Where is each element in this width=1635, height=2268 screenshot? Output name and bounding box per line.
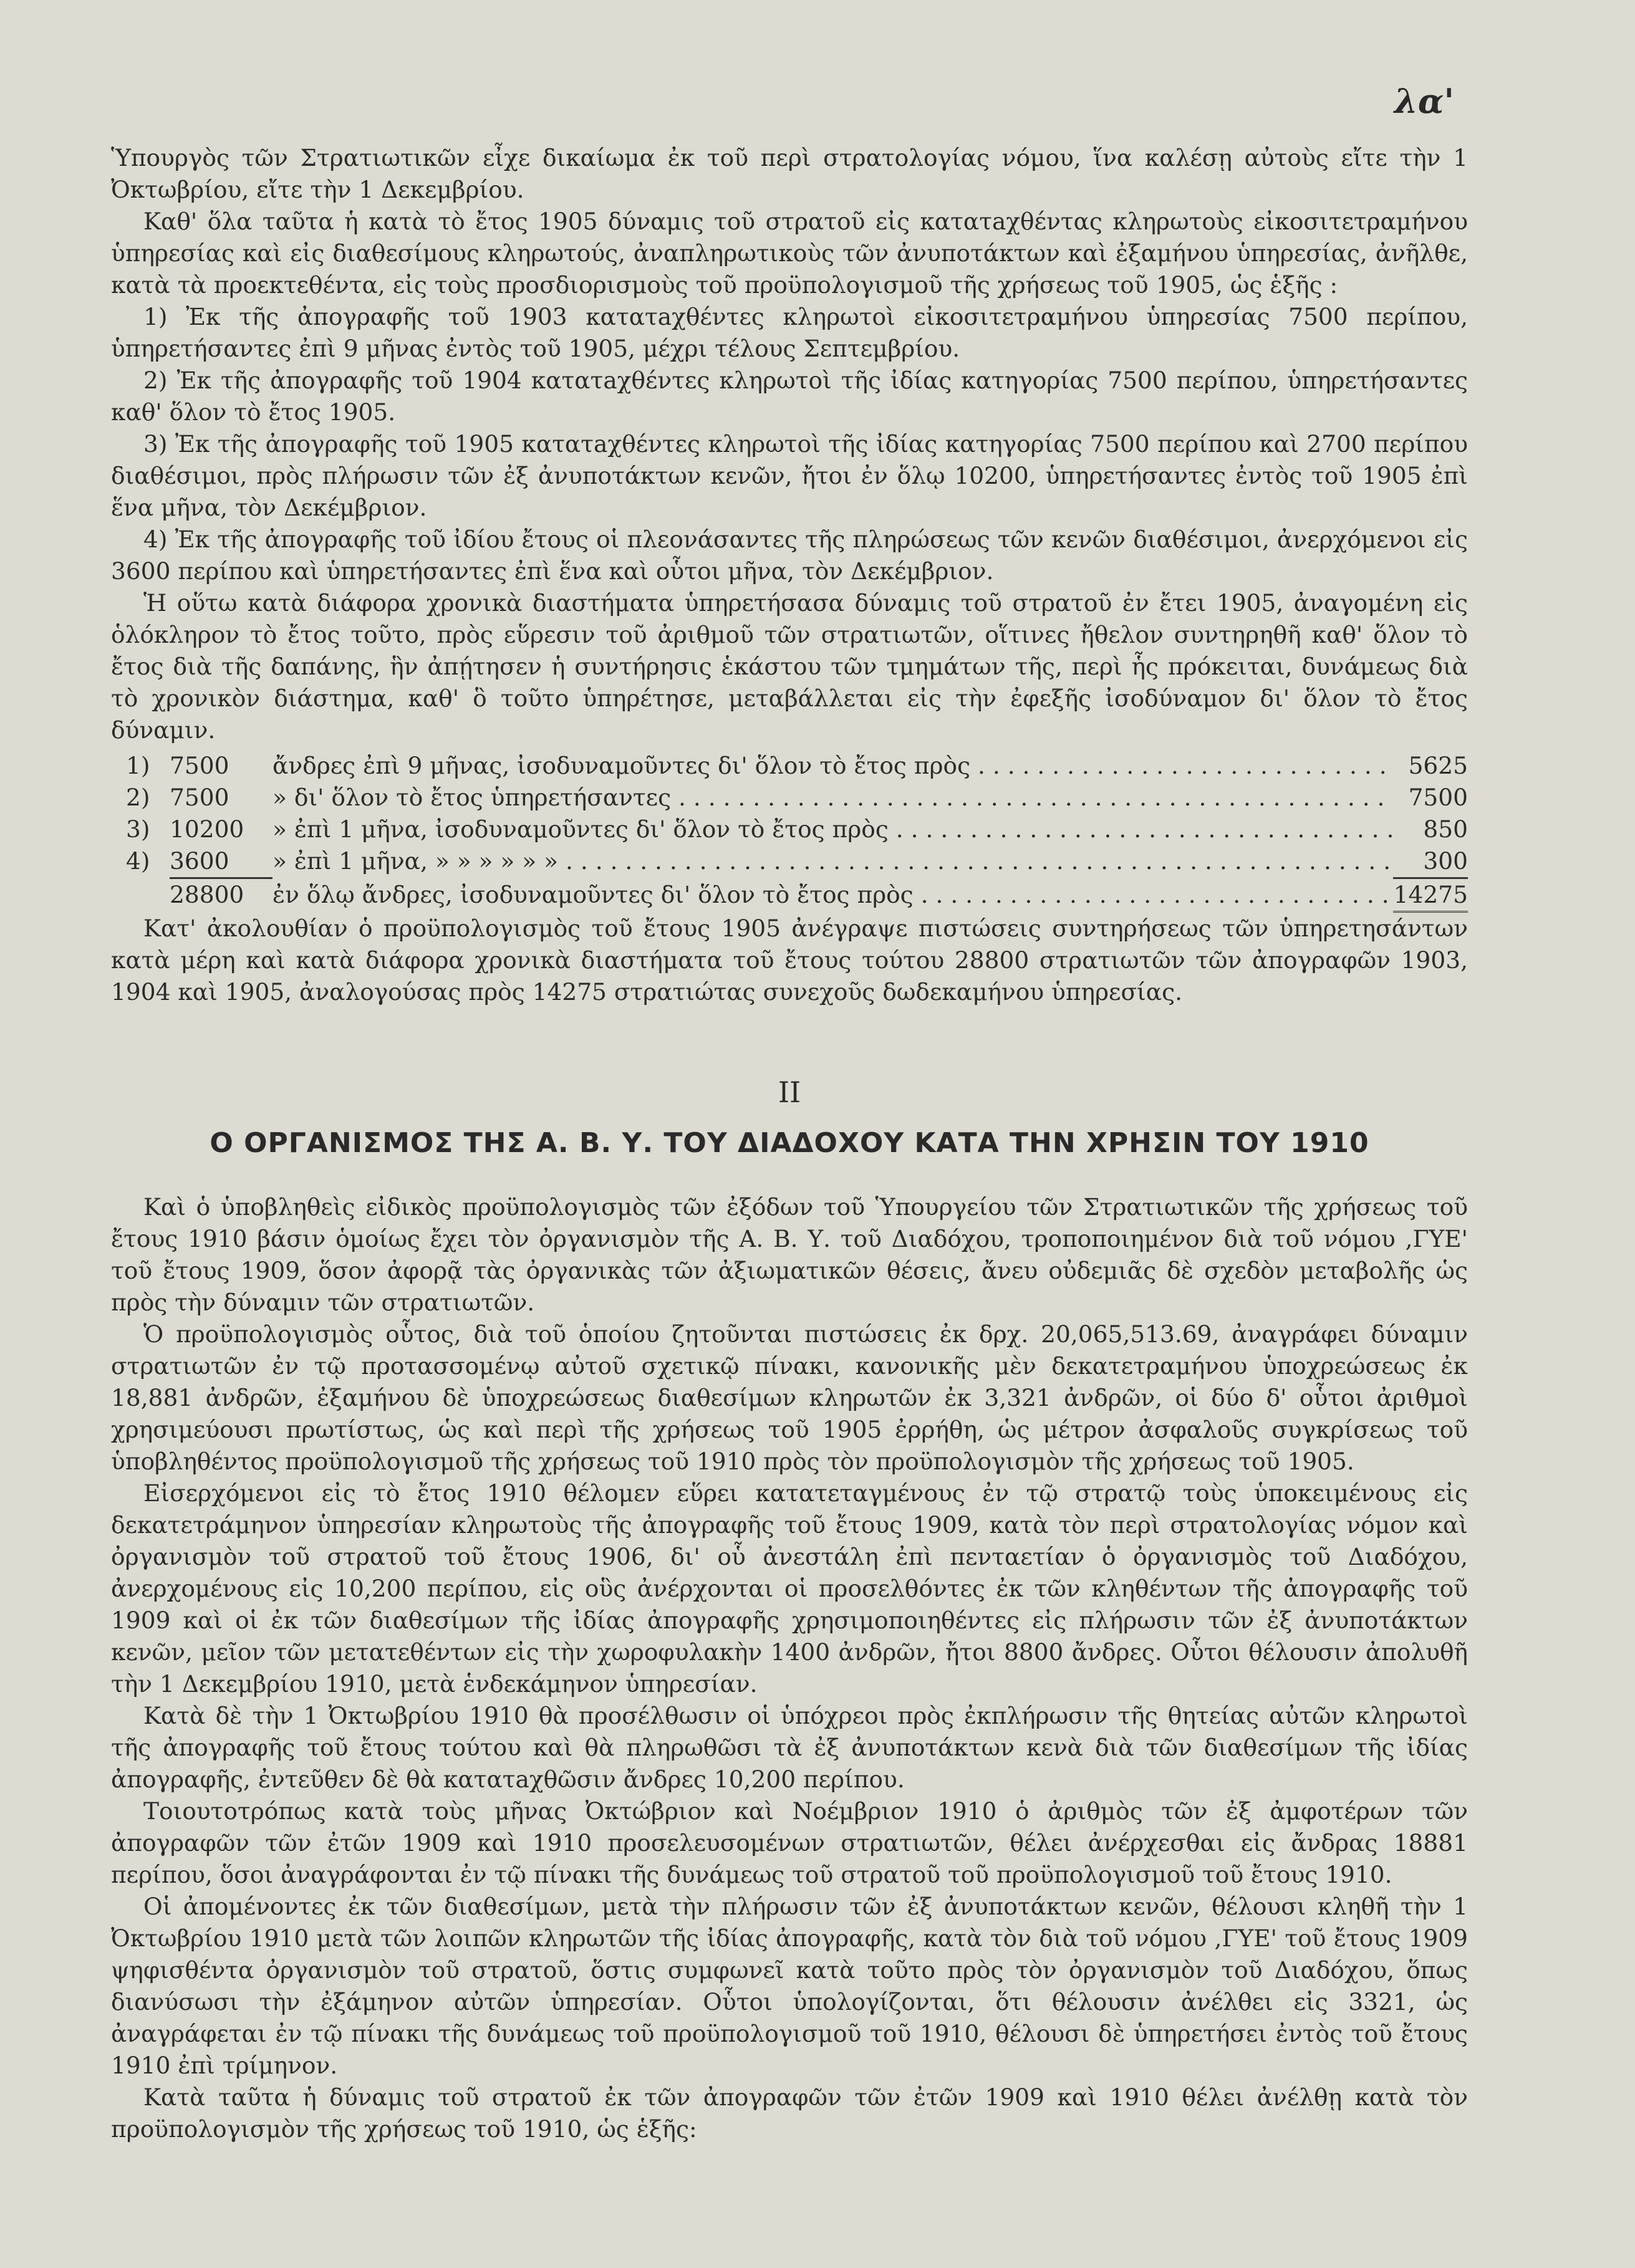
row-description: » ἐπὶ 1 μῆνα, » » » » » » . . . (272, 845, 1393, 877)
page-body (111, 142, 1468, 2145)
page-number: λα' (1394, 81, 1454, 121)
row-amount: 7500 (170, 784, 229, 811)
list-item: 2) Ἐκ τῆς ἀπογραφῆς τοῦ 1904 κατατaχθέντες κληρωτοὶ τῆς ἰδίας κατηγορίας 7500 περίπου, ὑπηρετήσαντες καθ' ὅλον τὸ ἔτος 1905. (111, 367, 1468, 426)
total-description: ἐν ὅλῳ ἄνδρες, ἰσοδυναμοῦντες δι' ὅλον τὸ ἔτος πρὸς . . . (272, 879, 1393, 911)
row-number: 2) (126, 784, 150, 811)
paragraph: Οἱ ἀπομένοντες ἐκ τῶν διαθεσίμων, μετὰ τὴν πλήρωσιν τῶν ἐξ ἀνυποτάκτων κενῶν, θέλουσι κληθῆ τὴν 1 Ὀκτωβρίου 1910 μετὰ τῶν λοιπῶν κληρωτῶν τῆς ἰδίας ἀπογραφῆς, κατὰ τὸν διὰ τοῦ νόμου ,ΓΥΕ' τοῦ ἔτους 1909 ψηφισθέντα ὀργανισμὸν τοῦ στρατοῦ, ὅστις συμφωνεῖ κατὰ τοῦτο πρὸς τὸν ὀργανισμὸν τοῦ Διαδόχου, ὅπως διανύσωσι τὴν ἐξάμηνον αὐτῶν ὑπηρεσίαν. Οὗτοι ὑπολογίζονται, ὅτι θέλουσιν ἀνέλθει εἰς 3321, ὡς ἀναγράφεται ἐν τῷ πίνακι τῆς δυνάμεως τοῦ προϋπολογισμοῦ τοῦ 1910, θέλουσι δὲ ὑπηρετήσει ἐντὸς τοῦ ἔτους 1910 ἐπὶ τρίμηνον. (111, 1893, 1468, 2079)
row-number: 4) (126, 847, 150, 875)
summary-row (111, 782, 1468, 814)
section-number: II (778, 1075, 801, 1109)
paragraph: Εἰσερχόμενοι εἰς τὸ ἔτος 1910 θέλομεν εὕρει κατατεταγμένους ἐν τῷ στρατῷ τοὺς ὑποκειμένους εἰς δεκατετράμηνον ὑπηρεσίαν κληρωτοὺς τῆς ἀπογραφῆς τοῦ ἔτους 1909, κατὰ τὸν περὶ στρατολογίας νόμον καὶ ὀργανισμὸν τοῦ στρατοῦ τοῦ ἔτους 1906, δι' οὗ ἀνεστάλη ἐπὶ πενταετίαν ὁ ὀργανισμὸς τοῦ Διαδόχου, ἀνερχομένους εἰς 10,200 περίπου, εἰς οὓς ἀνέρχονται οἱ προσελθόντες ἐκ τῶν κληθέντων τῆς ἀπογραφῆς τοῦ 1909 καὶ οἱ ἐκ τῶν διαθεσίμων τῆς ἰδίας ἀπογραφῆς χρησιμοποιηθέντες εἰς πλήρωσιν τῶν ἐξ ἀνυποτάκτων κενῶν, μεῖον τῶν μετατεθέντων εἰς τὴν χωροφυλακὴν 1400 ἀνδρῶν, ἤτοι 8800 ἄνδρες. Οὗτοι θέλουσιν ἀπολυθῆ τὴν 1 Δεκεμβρίου 1910, μετὰ ἑνδεκάμηνον ὑπηρεσίαν. (111, 1479, 1468, 1698)
summary-row (111, 845, 1468, 877)
summary-row (111, 750, 1468, 782)
paragraph: Κατὰ δὲ τὴν 1 Ὀκτωβρίου 1910 θὰ προσέλθωσιν οἱ ὑπόχρεοι πρὸς ἐκπλήρωσιν τῆς θητείας αὐτῶν κληρωτοὶ τῆς ἀπογραφῆς τοῦ ἔτους τούτου καὶ θὰ πληρωθῶσι τὰ ἐξ ἀνυποτάκτων κενὰ διὰ τῶν διαθεσίμων τῆς ἰδίας ἀπογραφῆς, ἐντεῦθεν δὲ θὰ κατατaχθῶσιν ἄνδρες 10,200 περίπου. (111, 1702, 1468, 1793)
row-value: 5625 (1408, 752, 1468, 779)
row-amount: 10200 (170, 815, 244, 843)
paragraph: Κατὰ ταῦτα ἡ δύναμις τοῦ στρατοῦ ἐκ τῶν ἀπογραφῶν τῶν ἐτῶν 1909 καὶ 1910 θέλει ἀνέλθῃ κατὰ τὸν προϋπολογισμὸν τῆς χρήσεως τοῦ 1910, ὡς ἑξῆς: (111, 2083, 1468, 2143)
paragraph: Κατ' ἀκολουθίαν ὁ προϋπολογισμὸς τοῦ ἔτους 1905 ἀνέγραψε πιστώσεις συντηρήσεως τῶν ὑπηρετησάντων κατὰ μέρη καὶ κατὰ διάφορα χρονικὰ διαστήματα τοῦ ἔτους τούτου 28800 στρατιωτῶν τῶν ἀπογραφῶν 1903, 1904 καὶ 1905, ἀναλογούσας πρὸς 14275 στρατιώτας συνεχοῦς δωδεκαμήνου ὑπηρεσίας. (111, 915, 1468, 1006)
row-value: 7500 (1408, 784, 1468, 811)
paragraph: Καὶ ὁ ὑποβληθεὶς εἰδικὸς προϋπολογισμὸς τῶν ἐξόδων τοῦ Ὑπουργείου τῶν Στρατιωτικῶν τῆς χρήσεως τοῦ ἔτους 1910 βάσιν ὁμοίως ἔχει τὸν ὀργανισμὸν τῆς Α. Β. Υ. τοῦ Διαδόχου, τροποποιημένον διὰ τοῦ νόμου ,ΓΥΕ' τοῦ ἔτους 1909, ὅσον ἀφορᾷ τὰς ὀργανικὰς τῶν ἀξιωματικῶν θέσεις, ἄνευ οὐδεμιᾶς δὲ σχεδὸν μεταβολῆς ὡς πρὸς τὴν δύναμιν τῶν στρατιωτῶν. (111, 1193, 1468, 1316)
paragraph: Ὑπουργὸς τῶν Στρατιωτικῶν εἶχε δικαίωμα ἐκ τοῦ περὶ στρατολογίας νόμου, ἵνα καλέσῃ αὐτοὺς εἴτε τὴν 1 Ὀκτωβρίου, εἴτε τὴν 1 Δεκεμβρίου. (111, 144, 1468, 203)
row-amount: 3600 (170, 847, 229, 875)
row-number: 1) (126, 752, 150, 779)
total-amount: 28800 (170, 877, 272, 911)
total-value: 14275 (1393, 879, 1468, 913)
row-amount: 7500 (170, 752, 229, 779)
summary-total-row (111, 877, 1468, 909)
row-description: ἄνδρες ἐπὶ 9 μῆνας, ἰσοδυναμοῦντες δι' ὅλον τὸ ἔτος πρὸς . . . (272, 750, 1393, 782)
list-item: 4) Ἐκ τῆς ἀπογραφῆς τοῦ ἰδίου ἔτους οἱ πλεονάσαντες τῆς πληρώσεως τῶν κενῶν διαθέσιμοι, ἀνερχόμενοι εἰς 3600 περίπου καὶ ὑπηρετήσαντες ἐπὶ ἕνα καὶ οὗτοι μῆνα, τὸν Δεκέμβριον. (111, 526, 1468, 585)
row-number: 3) (126, 815, 150, 843)
row-value: 300 (1393, 845, 1468, 879)
paragraph: Τοιουτοτρόπως κατὰ τοὺς μῆνας Ὀκτώβριον καὶ Νοέμβριον 1910 ὁ ἀριθμὸς τῶν ἐξ ἀμφοτέρων τῶν ἀπογραφῶν τῶν ἐτῶν 1909 καὶ 1910 προσελευσομένων στρατιωτῶν, θέλει ἀνέρχεσθαι εἰς ἄνδρας 18881 περίπου, ὅσοι ἀναγράφονται ἐν τῷ πίνακι τῆς δυνάμεως τοῦ στρατοῦ τοῦ προϋπολογισμοῦ τοῦ ἔτους 1910. (111, 1797, 1468, 1888)
paragraph: Ὁ προϋπολογισμὸς οὗτος, διὰ τοῦ ὁποίου ζητοῦνται πιστώσεις ἐκ δρχ. 20,065,513.69, ἀναγράφει δύναμιν στρατιωτῶν ἐν τῷ προτασσομένῳ αὐτοῦ σχετικῷ πίνακι, κανονικῆς μὲν δεκατετραμήνου ὑποχρεώσεως ἐκ 18,881 ἀνδρῶν, ἐξαμήνου δὲ ὑποχρεώσεως διαθεσίμων κληρωτῶν ἐκ 3,321 ἀνδρῶν, οἱ δύο δ' οὗτοι ἀριθμοὶ χρησιμεύουσι πρωτίστως, ὡς καὶ περὶ τῆς χρήσεως τοῦ 1905 ἐρρήθη, ὡς μέτρον ἀσφαλοῦς συγκρίσεως τοῦ ὑποβληθέντος προϋπολογισμοῦ τῆς χρήσεως τοῦ 1910 πρὸς τὸν προϋπολογισμὸν τῆς χρήσεως τοῦ 1905. (111, 1320, 1468, 1475)
paragraph: Καθ' ὅλα ταῦτα ἡ κατὰ τὸ ἔτος 1905 δύναμις τοῦ στρατοῦ εἰς κατατaχθέντας κληρωτοὺς εἰκοσιτετραμήνου ὑπηρεσίας καὶ εἰς διαθεσίμους κληρωτούς, ἀναπληρωτικοὺς τῶν ἀνυποτάκτων καὶ ἐξαμήνου ὑπηρεσίας, ἀνῆλθε, κατὰ τὰ προεκτεθέντα, εἰς τοὺς προσδιορισμοὺς τοῦ προϋπολογισμοῦ τῆς χρήσεως τοῦ 1905, ὡς ἑξῆς : (111, 208, 1468, 299)
summary-table (111, 750, 1468, 909)
paragraph: Ἡ οὕτω κατὰ διάφορα χρονικὰ διαστήματα ὑπηρετήσασα δύναμις τοῦ στρατοῦ ἐν ἔτει 1905, ἀναγομένη εἰς ὁλόκληρον τὸ ἔτος τοῦτο, πρὸς εὕρεσιν τοῦ ἀριθμοῦ τῶν στρατιωτῶν, οἵτινες ἤθελον συντηρηθῆ καθ' ὅλον τὸ ἔτος διὰ τῆς δαπάνης, ἣν ἀπῄτησεν ἡ συντήρησις ἑκάστου τῶν τμημάτων τῆς, περὶ ἧς πρόκειται, δυνάμεως διὰ τὸ χρονικὸν διάστημα, καθ' ὃ τοῦτο ὑπηρέτησε, μεταβάλλεται εἰς τὴν ἐφεξῆς ἰσοδύναμον δι' ὅλον τὸ ἔτος δύναμιν. (111, 589, 1468, 744)
row-description: » ἐπὶ 1 μῆνα, ἰσοδυναμοῦντες δι' ὅλον τὸ ἔτος πρὸς . . . (272, 814, 1393, 845)
summary-row (111, 814, 1468, 845)
list-item: 1) Ἐκ τῆς ἀπογραφῆς τοῦ 1903 κατατaχθέντες κληρωτοὶ εἰκοσιτετραμήνου ὑπηρεσίας 7500 περίπου, ὑπηρετήσαντες ἐπὶ 9 μῆνας ἐντὸς τοῦ 1905, μέχρι τέλους Σεπτεμβρίου. (111, 303, 1468, 362)
row-value: 850 (1423, 815, 1468, 843)
row-description: » δι' ὅλον τὸ ἔτος ὑπηρετήσαντες . . . (272, 782, 1393, 814)
section-title: Ο ΟΡΓΑΝΙΣΜΟΣ ΤΗΣ Α. Β. Υ. ΤΟΥ ΔΙΑΔΟΧΟΥ ΚΑΤΑ ΤΗΝ ΧΡΗΣΙΝ ΤΟΥ 1910 (210, 1127, 1369, 1159)
list-item: 3) Ἐκ τῆς ἀπογραφῆς τοῦ 1905 κατατaχθέντες κληρωτοὶ τῆς ἰδίας κατηγορίας 7500 περίπου καὶ 2700 περίπου διαθέσιμοι, πρὸς πλήρωσιν τῶν ἐξ ἀνυποτάκτων κενῶν, ἤτοι ἐν ὅλῳ 10200, ὑπηρετήσαντες ἐντὸς τοῦ 1905 ἐπὶ ἕνα μῆνα, τὸν Δεκέμβριον. (111, 430, 1468, 521)
